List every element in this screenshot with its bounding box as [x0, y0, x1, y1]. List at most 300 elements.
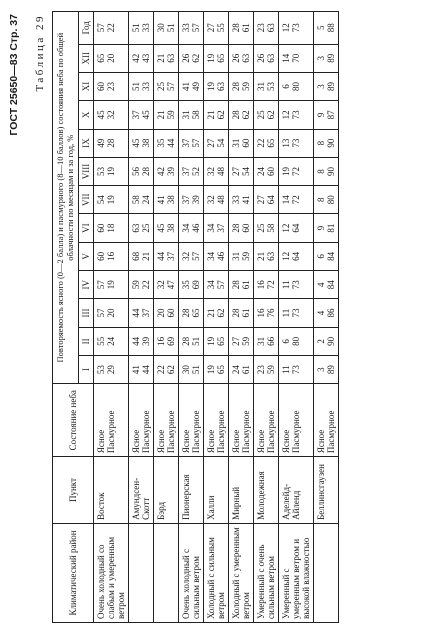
- value-cell: [179, 101, 204, 129]
- clear-value: 57: [96, 308, 106, 318]
- value-cell: [94, 242, 129, 270]
- value-cell: [94, 44, 129, 72]
- value-cell: [254, 129, 279, 157]
- value-cell: [254, 242, 279, 270]
- sky-state-label: Пасмурное: [141, 410, 151, 454]
- value-cell: [254, 157, 279, 185]
- clear-value: 21: [206, 308, 216, 318]
- value-cell: [179, 44, 204, 72]
- station-cell: Амундсен-Скотт: [129, 457, 154, 524]
- value-cell: [229, 271, 254, 299]
- table-row: [204, 12, 229, 623]
- month-header: IV: [79, 271, 94, 299]
- overcast-value: 80: [326, 195, 336, 205]
- overcast-value: 90: [326, 336, 336, 346]
- clear-value: 51: [131, 23, 141, 33]
- value-cell: [254, 12, 279, 45]
- overcast-value: 54: [241, 166, 251, 176]
- cloudiness-table: [52, 11, 339, 623]
- sky-state-label: Ясное: [96, 429, 106, 454]
- clear-value: 32: [181, 251, 191, 261]
- value-cell: [154, 327, 179, 355]
- sky-state-label: Ясное: [181, 429, 191, 454]
- month-header: II: [79, 327, 94, 355]
- overcast-value: 44: [141, 365, 151, 375]
- value-cell: [314, 157, 339, 185]
- value-cell: [254, 356, 279, 384]
- clear-value: 8: [316, 140, 326, 146]
- clear-value: 34: [206, 223, 216, 233]
- clear-value: 6: [316, 254, 326, 259]
- value-cell: [129, 356, 154, 384]
- overcast-value: 46: [216, 251, 226, 261]
- clear-value: 51: [131, 82, 141, 92]
- value-cell: [229, 186, 254, 214]
- clear-value: 42: [156, 166, 166, 176]
- overcast-value: 51: [191, 336, 201, 346]
- overcast-value: 65: [216, 336, 226, 346]
- station-cell: Аделейд-Айленд: [279, 457, 314, 524]
- value-cell: [204, 299, 229, 327]
- clear-value: 19: [206, 336, 216, 346]
- clear-value: 4: [316, 282, 326, 287]
- value-cell: [254, 327, 279, 355]
- clear-value: 34: [206, 251, 216, 261]
- overcast-value: 70: [291, 53, 301, 63]
- sky-state-label: Ясное: [131, 429, 141, 454]
- overcast-value: 43: [141, 53, 151, 63]
- clear-value: 25: [156, 82, 166, 92]
- value-cell: [314, 299, 339, 327]
- clear-value: 6: [281, 339, 291, 344]
- overcast-value: 64: [266, 195, 276, 205]
- value-cell: [229, 44, 254, 72]
- clear-value: 27: [256, 195, 266, 205]
- value-cell: [314, 327, 339, 355]
- clear-value: 14: [281, 53, 291, 63]
- clear-value: 12: [281, 110, 291, 120]
- overcast-value: 38: [166, 223, 176, 233]
- value-cell: [254, 72, 279, 100]
- overcast-value: 19: [106, 195, 116, 205]
- clear-value: 25: [256, 110, 266, 120]
- value-cell: [254, 186, 279, 214]
- station-cell: Халли: [204, 457, 229, 524]
- clear-value: 28: [231, 280, 241, 290]
- value-cell: [254, 299, 279, 327]
- clear-value: 31: [256, 82, 266, 92]
- overcast-value: 19: [106, 166, 116, 176]
- overcast-value: 20: [106, 53, 116, 63]
- value-cell: [94, 157, 129, 185]
- overcast-value: 57: [191, 138, 201, 148]
- overcast-value: 57: [166, 82, 176, 92]
- overcast-value: 24: [106, 336, 116, 346]
- clear-value: 45: [156, 223, 166, 233]
- value-cell: [314, 101, 339, 129]
- overcast-value: 73: [291, 308, 301, 318]
- sky-state-cell: [279, 384, 314, 457]
- value-cell: [129, 242, 154, 270]
- clear-value: 33: [181, 23, 191, 33]
- overcast-value: 39: [141, 336, 151, 346]
- clear-value: 32: [156, 280, 166, 290]
- value-cell: [279, 214, 314, 242]
- clear-value: 57: [96, 280, 106, 290]
- value-cell: [279, 129, 314, 157]
- overcast-value: 21: [141, 251, 151, 261]
- clear-value: 21: [156, 53, 166, 63]
- clear-value: 45: [96, 110, 106, 120]
- clear-value: 12: [281, 223, 291, 233]
- month-header: VIII: [79, 157, 94, 185]
- clear-value: 16: [156, 336, 166, 346]
- overcast-value: 60: [241, 223, 251, 233]
- value-cell: [94, 214, 129, 242]
- overcast-value: 49: [191, 82, 201, 92]
- sky-state-label: Пасмурное: [191, 410, 201, 454]
- overcast-value: 24: [141, 195, 151, 205]
- clear-value: 49: [96, 138, 106, 148]
- clear-value: 6: [281, 84, 291, 89]
- value-cell: [154, 299, 179, 327]
- value-cell: [279, 157, 314, 185]
- overcast-value: 62: [266, 110, 276, 120]
- sky-state-label: Ясное: [256, 429, 266, 454]
- overcast-value: 51: [166, 23, 176, 33]
- page-header: [2, 0, 26, 633]
- sky-state-cell: [254, 384, 279, 457]
- overcast-value: 41: [241, 195, 251, 205]
- clear-value: 5: [316, 25, 326, 31]
- table-row: [179, 12, 204, 623]
- overcast-value: 33: [141, 82, 151, 92]
- table-row: [314, 12, 339, 623]
- station-cell: Пионерская: [179, 457, 204, 524]
- overcast-value: 65: [216, 365, 226, 375]
- clear-value: 11: [281, 308, 291, 318]
- overcast-value: 32: [106, 110, 116, 120]
- clear-value: 28: [231, 82, 241, 92]
- clear-value: 35: [156, 138, 166, 148]
- month-header: Год: [79, 12, 94, 45]
- overcast-value: 64: [291, 223, 301, 233]
- region-cell: [129, 523, 154, 622]
- value-cell: [279, 72, 314, 100]
- overcast-value: 47: [166, 280, 176, 290]
- table-row: [279, 12, 314, 623]
- value-cell: [229, 214, 254, 242]
- region-cell: Холодный с сильным ветром: [204, 523, 229, 622]
- overcast-value: 39: [191, 195, 201, 205]
- clear-value: 28: [231, 110, 241, 120]
- value-cell: [279, 271, 314, 299]
- clear-value: 27: [231, 166, 241, 176]
- value-cell: [179, 129, 204, 157]
- overcast-value: 48: [216, 195, 226, 205]
- overcast-value: 90: [326, 138, 336, 148]
- value-cell: [279, 327, 314, 355]
- overcast-value: 38: [166, 195, 176, 205]
- clear-value: 3: [316, 84, 326, 89]
- region-header: Климатический район: [53, 523, 94, 622]
- overcast-value: 62: [166, 365, 176, 375]
- clear-value: 32: [206, 166, 216, 176]
- value-cell: [154, 72, 179, 100]
- clear-value: 33: [231, 195, 241, 205]
- clear-value: 27: [206, 138, 216, 148]
- value-cell: [94, 129, 129, 157]
- value-cell: [129, 12, 154, 45]
- value-cell: [254, 214, 279, 242]
- clear-value: 13: [281, 138, 291, 148]
- value-cell: [229, 327, 254, 355]
- overcast-value: 59: [241, 251, 251, 261]
- clear-value: 68: [131, 251, 141, 261]
- clear-value: 63: [131, 223, 141, 233]
- overcast-value: 80: [291, 82, 301, 92]
- value-cell: [179, 72, 204, 100]
- clear-value: 34: [181, 223, 191, 233]
- value-cell: [314, 356, 339, 384]
- clear-value: 24: [256, 166, 266, 176]
- clear-value: 41: [156, 195, 166, 205]
- sky-state-cell: [204, 384, 229, 457]
- overcast-value: 90: [326, 166, 336, 176]
- region-cell: Очень холодный со слабым и умеренным ветром: [94, 523, 129, 622]
- month-header: I: [79, 356, 94, 384]
- overcast-value: 86: [326, 308, 336, 318]
- clear-value: 21: [256, 251, 266, 261]
- clear-value: 42: [131, 53, 141, 63]
- table-row: [129, 12, 154, 623]
- overcast-value: 73: [291, 110, 301, 120]
- clear-value: 30: [156, 23, 166, 33]
- clear-value: 44: [156, 251, 166, 261]
- overcast-value: 61: [241, 280, 251, 290]
- value-cell: [279, 299, 314, 327]
- value-cell: [204, 356, 229, 384]
- sky-state-label: Ясное: [206, 429, 216, 454]
- value-cell: [314, 44, 339, 72]
- region-cell: [314, 523, 339, 622]
- value-cell: [204, 101, 229, 129]
- overcast-value: 63: [266, 23, 276, 33]
- value-cell: [279, 44, 314, 72]
- clear-value: 19: [281, 166, 291, 176]
- clear-value: 11: [281, 365, 291, 375]
- clear-value: 20: [156, 308, 166, 318]
- overcast-value: 62: [216, 110, 226, 120]
- overcast-value: 66: [266, 336, 276, 346]
- sky-state-cell: [179, 384, 204, 457]
- value-cell: [254, 44, 279, 72]
- overcast-value: 59: [241, 336, 251, 346]
- value-cell: [129, 101, 154, 129]
- value-cell: [204, 327, 229, 355]
- overcast-value: 73: [291, 23, 301, 33]
- overcast-value: 73: [291, 138, 301, 148]
- clear-value: 19: [206, 365, 216, 375]
- sky-state-label: Ясное: [316, 429, 326, 454]
- clear-value: 19: [206, 53, 216, 63]
- value-cell: [204, 129, 229, 157]
- overcast-value: 65: [191, 308, 201, 318]
- value-cell: [154, 356, 179, 384]
- value-cell: [94, 72, 129, 100]
- value-cell: [314, 186, 339, 214]
- clear-value: 60: [96, 223, 106, 233]
- clear-value: 41: [181, 82, 191, 92]
- clear-value: 3: [316, 55, 326, 61]
- sky-state-cell: [154, 384, 179, 457]
- overcast-value: 52: [191, 166, 201, 176]
- clear-value: 31: [231, 138, 241, 148]
- clear-value: 37: [181, 138, 191, 148]
- overcast-value: 84: [326, 251, 336, 261]
- value-cell: [129, 129, 154, 157]
- overcast-value: 84: [326, 280, 336, 290]
- clear-value: 44: [131, 308, 141, 318]
- clear-value: 26: [181, 53, 191, 63]
- value-cell: [204, 12, 229, 45]
- overcast-value: 39: [166, 166, 176, 176]
- clear-value: 22: [256, 138, 266, 148]
- overcast-value: 38: [141, 138, 151, 148]
- overcast-value: 61: [241, 23, 251, 33]
- value-cell: [314, 72, 339, 100]
- clear-value: 54: [96, 195, 106, 205]
- overcast-value: 19: [106, 280, 116, 290]
- value-cell: [314, 129, 339, 157]
- value-cell: [314, 214, 339, 242]
- sky-state-label: Пасмурное: [106, 410, 116, 454]
- clear-value: 26: [256, 53, 266, 63]
- value-cell: [154, 157, 179, 185]
- station-cell: Бэрд: [154, 457, 179, 524]
- sky-state-cell: [229, 384, 254, 457]
- station-header: Пункт: [53, 457, 94, 524]
- clear-value: 55: [96, 336, 106, 346]
- clear-value: 28: [181, 336, 191, 346]
- state-header: Состояние неба: [53, 384, 94, 457]
- overcast-value: 65: [266, 138, 276, 148]
- value-cell: [279, 101, 314, 129]
- value-cell: [279, 186, 314, 214]
- station-cell: Мирный: [229, 457, 254, 524]
- clear-value: 9: [316, 112, 326, 118]
- clear-value: 31: [231, 251, 241, 261]
- clear-value: 9: [316, 225, 326, 231]
- region-cell: Очень холодный с сильным ветром: [179, 523, 204, 622]
- overcast-value: 89: [326, 53, 336, 63]
- overcast-value: 76: [266, 308, 276, 318]
- overcast-value: 18: [106, 223, 116, 233]
- value-cell: [204, 271, 229, 299]
- value-cell: [154, 101, 179, 129]
- value-cell: [204, 242, 229, 270]
- table-row: [254, 12, 279, 623]
- clear-value: 8: [316, 169, 326, 174]
- clear-value: 28: [181, 308, 191, 318]
- value-cell: [229, 12, 254, 45]
- clear-value: 24: [231, 365, 241, 375]
- region-cell: Умеренный с умеренным ветром и высокой влажностью: [279, 523, 314, 622]
- value-cell: [129, 299, 154, 327]
- overcast-value: 37: [216, 223, 226, 233]
- group-header: Повторяемость ясного (0—2 балла) и пасмурного (8—10 баллов) состояния неба по общей облачности по месяцам и за год, %: [53, 12, 79, 384]
- overcast-value: 63: [216, 82, 226, 92]
- clear-value: 28: [231, 308, 241, 318]
- value-cell: [279, 242, 314, 270]
- standard-header: ГОСТ 25650—83 Стр. 37: [8, 14, 20, 136]
- value-cell: [229, 299, 254, 327]
- overcast-value: 53: [266, 82, 276, 92]
- value-cell: [129, 327, 154, 355]
- sky-state-label: Пасмурное: [216, 410, 226, 454]
- clear-value: 23: [256, 23, 266, 33]
- value-cell: [179, 327, 204, 355]
- overcast-value: 59: [241, 82, 251, 92]
- overcast-value: 59: [166, 110, 176, 120]
- value-cell: [314, 271, 339, 299]
- clear-value: 12: [281, 23, 291, 33]
- value-cell: [179, 186, 204, 214]
- value-cell: [94, 271, 129, 299]
- sky-state-label: Пасмурное: [266, 410, 276, 454]
- value-cell: [229, 72, 254, 100]
- value-cell: [204, 157, 229, 185]
- clear-value: 21: [206, 110, 216, 120]
- clear-value: 16: [256, 280, 266, 290]
- station-cell: Восток: [94, 457, 129, 524]
- station-cell: Молодежная: [254, 457, 279, 524]
- overcast-value: 63: [266, 53, 276, 63]
- table-row: [154, 12, 179, 623]
- clear-value: 23: [256, 365, 266, 375]
- table-body: [94, 12, 339, 623]
- overcast-value: 72: [291, 166, 301, 176]
- overcast-value: 64: [291, 251, 301, 261]
- clear-value: 59: [131, 280, 141, 290]
- clear-value: 35: [181, 280, 191, 290]
- value-cell: [94, 101, 129, 129]
- overcast-value: 58: [191, 110, 201, 120]
- clear-value: 12: [281, 251, 291, 261]
- overcast-value: 61: [241, 365, 251, 375]
- overcast-value: 63: [241, 53, 251, 63]
- clear-value: 11: [281, 280, 291, 290]
- overcast-value: 54: [216, 138, 226, 148]
- station-cell: Беллинсгаузен: [314, 457, 339, 524]
- clear-value: 53: [96, 166, 106, 176]
- overcast-value: 63: [166, 53, 176, 63]
- overcast-value: 80: [291, 336, 301, 346]
- overcast-value: 62: [241, 110, 251, 120]
- sky-state-label: Ясное: [156, 429, 166, 454]
- clear-value: 37: [181, 195, 191, 205]
- clear-value: 41: [131, 365, 141, 375]
- value-cell: [129, 271, 154, 299]
- clear-value: 8: [316, 197, 326, 203]
- value-cell: [254, 271, 279, 299]
- overcast-value: 16: [106, 251, 116, 261]
- clear-value: 25: [256, 223, 266, 233]
- clear-value: 27: [206, 23, 216, 33]
- sky-state-label: Ясное: [281, 429, 291, 454]
- clear-value: 28: [231, 23, 241, 33]
- value-cell: [229, 101, 254, 129]
